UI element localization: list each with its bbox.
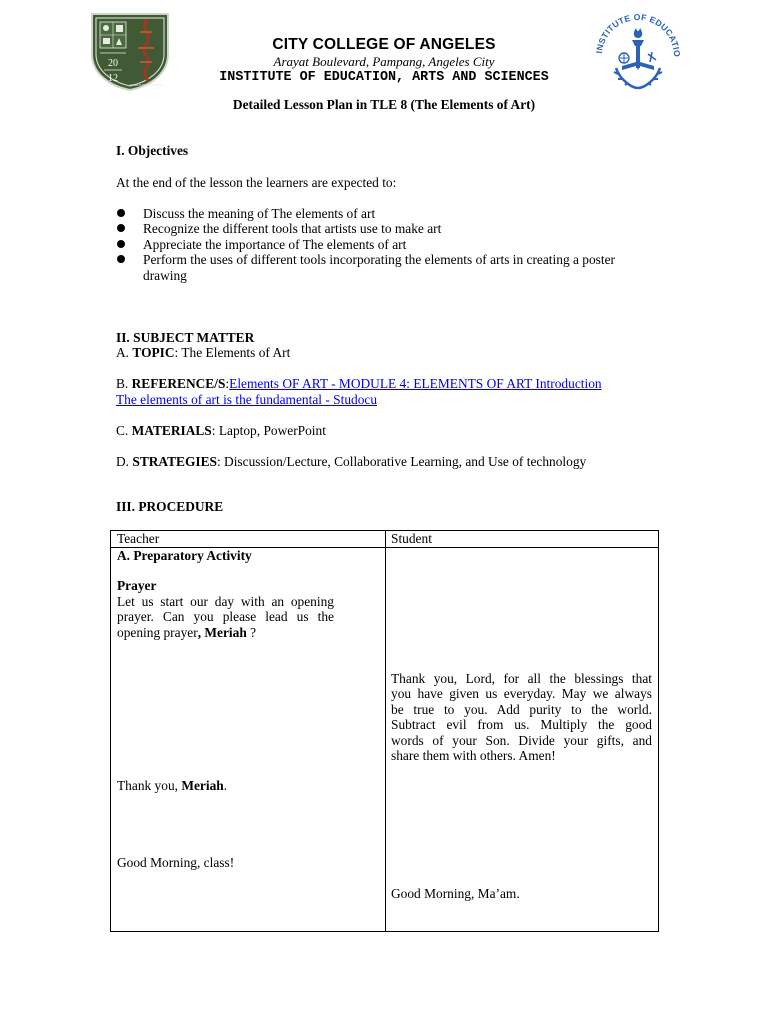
teacher-prayer-text: opening prayer <box>117 625 198 640</box>
objectives-heading: I. Objectives <box>116 143 189 158</box>
strategies-label: STRATEGIES <box>132 454 217 469</box>
procedure-table <box>110 530 659 932</box>
institute-seal-logo <box>586 8 690 98</box>
teacher-greeting: Good Morning, class! <box>117 855 235 870</box>
thanks-text: Thank you, <box>117 778 182 793</box>
materials-line <box>116 423 326 439</box>
teacher-prayer-line: prayer. Can you please lead us the <box>117 609 334 624</box>
reference-label: REFERENCE/S <box>131 376 226 391</box>
reference-link[interactable]: Elements OF ART - MODULE 4: ELEMENTS OF ART Introduction <box>229 376 602 391</box>
topic-label: TOPIC <box>132 345 175 360</box>
student-greeting: Good Morning, Ma’am. <box>391 886 520 901</box>
logo-motto: TOTALIS EXCELLENTIA <box>129 83 163 87</box>
bullet-icon <box>117 209 125 217</box>
logo-year-top: 20 <box>108 58 118 69</box>
thanks-end: . <box>223 778 228 793</box>
strategies-line <box>116 454 586 470</box>
city-college-logo <box>88 10 172 92</box>
student-name: Meriah <box>181 778 224 793</box>
objective-item: Appreciate the importance of The elements of art <box>143 237 407 252</box>
materials-prefix: C. <box>116 423 132 438</box>
reference-line-2 <box>116 392 377 408</box>
student-prayer-line: words of your Son. Divide your gifts, and <box>391 733 652 748</box>
reference-sep: : <box>225 376 230 391</box>
teacher-prayer-end: ? <box>246 625 257 640</box>
objective-item: Perform the uses of different tools incorporating the elements of arts in creating a poster <box>143 252 616 267</box>
logo-year-bottom: 12 <box>108 73 118 84</box>
student-prayer-line: Thank you, Lord, for all the blessings that <box>391 671 652 686</box>
student-prayer-line: Subtract evil from us. Multiply the good <box>391 717 652 732</box>
objective-item: Recognize the different tools that artists use to make art <box>143 221 442 236</box>
bullet-icon <box>117 240 125 248</box>
materials-value: : Laptop, PowerPoint <box>211 423 326 438</box>
objectives-intro: At the end of the lesson the learners are expected to: <box>116 175 397 190</box>
materials-label: MATERIALS <box>131 423 212 438</box>
column-header-teacher: Teacher <box>117 531 160 546</box>
reference-prefix: B. <box>116 376 132 391</box>
student-name: , Meriah <box>197 625 247 640</box>
topic-line <box>116 345 290 361</box>
prayer-heading: Prayer <box>117 578 157 593</box>
bullet-icon <box>117 224 125 232</box>
teacher-thanks <box>117 778 227 794</box>
student-prayer-line: share them with others. Amen! <box>391 748 556 763</box>
subject-matter-heading: II. SUBJECT MATTER <box>116 330 255 345</box>
teacher-prayer-line: Let us start our day with an opening <box>117 594 334 609</box>
column-header-student: Student <box>391 531 432 546</box>
topic-prefix: A. <box>116 345 133 360</box>
topic-value: : The Elements of Art <box>174 345 291 360</box>
column-divider <box>385 531 386 931</box>
preparatory-activity-heading: A. Preparatory Activity <box>117 548 252 563</box>
student-prayer-line: you have given us everyday. May we always <box>391 686 652 701</box>
student-prayer-line: be true to you. Add purity to the world. <box>391 702 652 717</box>
college-name: CITY COLLEGE OF ANGELES <box>272 36 496 53</box>
strategies-value: : Discussion/Lecture, Collaborative Learning, and Use of technology <box>216 454 587 469</box>
reference-link-continued[interactable]: The elements of art is the fundamental - Studocu <box>116 392 378 407</box>
document-title: Detailed Lesson Plan in TLE 8 (The Elements of Art) <box>232 97 536 112</box>
reference-line <box>116 376 602 392</box>
strategies-prefix: D. <box>116 454 133 469</box>
teacher-prayer-line <box>117 625 256 641</box>
bullet-icon <box>117 255 125 263</box>
objective-item-continued: drawing <box>143 268 187 283</box>
objective-item: Discuss the meaning of The elements of art <box>143 206 376 221</box>
institute-name: INSTITUTE OF EDUCATION, ARTS AND SCIENCES <box>219 70 549 85</box>
seal-ring-text: INSTITUTE OF EDUCATIO <box>594 11 683 58</box>
procedure-heading: III. PROCEDURE <box>116 499 224 514</box>
college-address: Arayat Boulevard, Pampang, Angeles City <box>273 54 495 69</box>
